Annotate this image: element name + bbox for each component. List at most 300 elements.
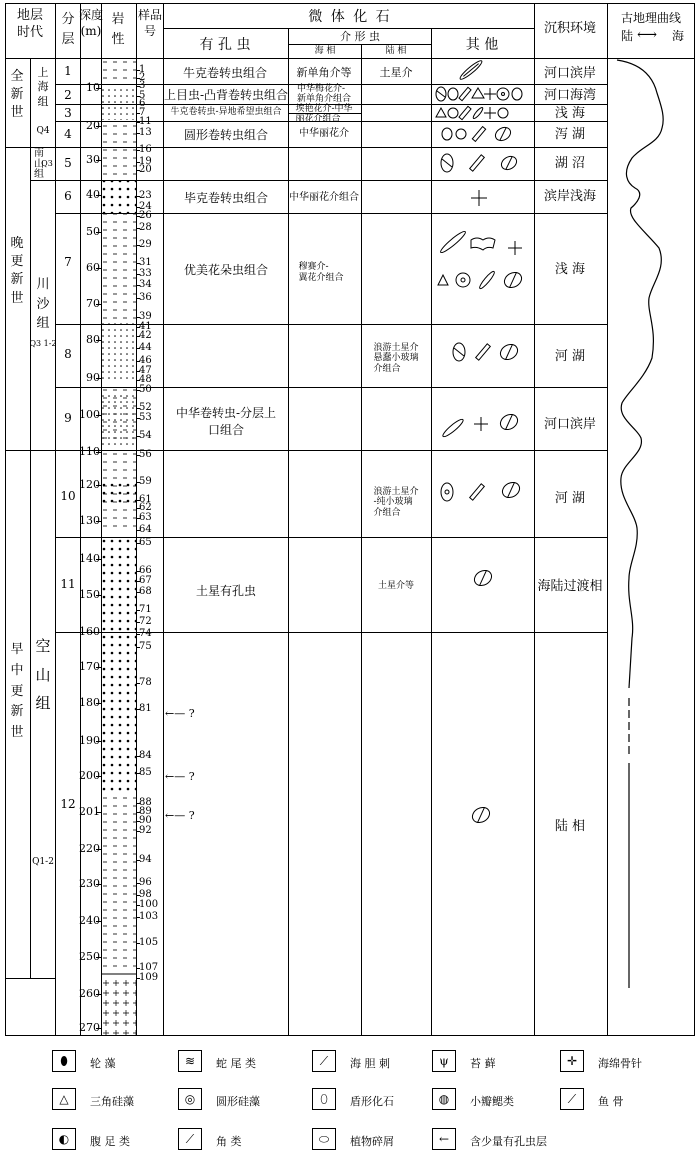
sample-label: 3	[139, 80, 146, 91]
foram-assemblage: 优美花朵虫组合	[183, 263, 269, 277]
ostracod-land: 土星介	[379, 66, 413, 79]
sample-label: 26	[139, 210, 152, 221]
environment: 浅 海	[554, 106, 586, 121]
stratum-header: 地层 时代	[16, 8, 44, 40]
layer-number: 10	[60, 489, 76, 503]
sample-tick	[136, 773, 140, 774]
sample-tick	[136, 207, 140, 208]
algae-icon	[441, 154, 453, 172]
foram-assemblage: 圆形卷转虫组合	[183, 128, 269, 142]
sample-label: 98	[139, 889, 152, 900]
plant-debris-icon: ⬭	[312, 1128, 336, 1150]
round-diatom-icon	[456, 273, 470, 287]
depth-header: 深度 (m)	[78, 8, 104, 38]
plant-debris-icon	[493, 125, 513, 143]
sample-tick	[136, 298, 140, 299]
algae-icon	[453, 343, 465, 361]
sample-label: 67	[139, 575, 152, 586]
sample-label: 13	[139, 127, 152, 138]
sample-tick	[136, 530, 140, 531]
sample-tick	[136, 803, 140, 804]
sample-label: 62	[139, 502, 152, 513]
col-line-7	[361, 44, 362, 1036]
sample-tick	[136, 133, 140, 134]
sample-tick	[136, 371, 140, 372]
plant-debris-icon	[498, 411, 521, 432]
sample-label: 23	[139, 190, 152, 201]
depth-tick-label: 20	[86, 119, 100, 132]
col-line-1	[55, 3, 56, 1036]
ophiuroid-icon: ≋	[178, 1050, 202, 1072]
sample-label: 29	[139, 239, 152, 250]
fish-bone-icon	[472, 127, 485, 142]
sample-tick	[136, 592, 140, 593]
sponge-spicule-icon	[484, 107, 496, 119]
sample-label: 1	[139, 64, 146, 75]
sea-label: 海	[672, 29, 685, 43]
legend-label: 含少量有孔虫层	[470, 1135, 547, 1148]
formation-chuansha: 川 沙 组	[36, 277, 50, 331]
sample-label: 78	[139, 677, 152, 688]
sample-tick	[136, 895, 140, 896]
lithology-pattern	[101, 58, 136, 1036]
ostracod-land: 浪游土星介 悬蠢小玻璃 介组合	[373, 343, 419, 374]
sample-label: 41	[139, 321, 152, 332]
other-header: 其 他	[465, 37, 499, 53]
ostracod-land: 土星介等	[377, 581, 415, 591]
depth-tick-label: 230	[79, 877, 100, 890]
round-diatom-icon: ◎	[178, 1088, 202, 1110]
depth-tick-label: 50	[86, 225, 100, 238]
plant-debris-icon	[472, 567, 495, 588]
depth-tick-label: 240	[79, 914, 100, 927]
layer-header: 分 层	[61, 12, 75, 47]
sample-label: 11	[139, 116, 152, 127]
sea-urchin-spine-icon: ⟋	[312, 1050, 336, 1072]
sample-label: 6	[139, 98, 146, 109]
sample-label: 52	[139, 402, 152, 413]
algae-icon	[512, 88, 522, 100]
legend-label: 腹 足 类	[90, 1135, 130, 1148]
depth-tick-label: 100	[79, 408, 100, 421]
sample-tick	[136, 170, 140, 171]
layer-number: 3	[64, 106, 72, 120]
sample-tick	[136, 150, 140, 151]
sample-tick	[136, 812, 140, 813]
ostracod-header: 介 形 虫	[340, 30, 380, 43]
environment: 河口海湾	[543, 88, 597, 103]
layer-number: 9	[64, 411, 72, 425]
sample-tick	[136, 683, 140, 684]
sample-label: 24	[139, 201, 152, 212]
sample-tick	[136, 70, 140, 71]
sample-tick	[136, 943, 140, 944]
sample-tick	[136, 860, 140, 861]
triangle-diatom-icon	[436, 108, 446, 117]
col-line-9	[534, 3, 535, 1036]
sample-label: 44	[139, 342, 152, 353]
sample-label: 34	[139, 279, 152, 290]
depth-tick-label: 201	[79, 805, 100, 818]
fish-bone-icon	[459, 87, 471, 100]
depth-tick-label: 250	[79, 950, 100, 963]
depth-tick-label: 260	[79, 987, 100, 1000]
sample-label: 28	[139, 222, 152, 233]
sample-label: 63	[139, 512, 152, 523]
legend-label: 圆形硅藻	[216, 1095, 260, 1108]
environment: 河 湖	[554, 349, 586, 364]
sea-urchin-spine-icon	[439, 229, 467, 254]
sample-tick	[136, 543, 140, 544]
layer-number: 4	[64, 127, 72, 141]
epoch-early-mid-pleistocene: 早 中 更 新 世	[10, 642, 24, 741]
depth-tick-label: 190	[79, 734, 100, 747]
sample-label: 100	[139, 899, 159, 910]
sample-tick	[136, 263, 140, 264]
legend-label: 植物碎屑	[350, 1135, 394, 1148]
depth-tick-label: 60	[86, 261, 100, 274]
row-line	[5, 978, 55, 979]
sample-tick	[136, 216, 140, 217]
layer-number: 1	[64, 64, 72, 78]
sample-tick	[136, 821, 140, 822]
sample-label: 59	[139, 476, 152, 487]
gastropod-icon	[441, 483, 453, 501]
sample-tick	[136, 500, 140, 501]
sample-label: 16	[139, 144, 152, 155]
sample-tick	[136, 380, 140, 381]
depth-tick-label: 110	[79, 445, 100, 458]
sample-label: 36	[139, 292, 152, 303]
sea-urchin-spine-icon	[441, 417, 465, 438]
layer-number: 7	[64, 255, 72, 269]
plant-debris-icon	[502, 269, 525, 290]
ostracod-marine: 埃艳花介-中华 丽花介组合	[295, 104, 353, 124]
environment: 陆 相	[554, 819, 586, 834]
sample-label: 92	[139, 825, 152, 836]
sample-tick	[136, 482, 140, 483]
plant-debris-icon	[499, 154, 519, 172]
legend-label: 蛇 尾 类	[216, 1057, 256, 1070]
depth-tick-label: 70	[86, 297, 100, 310]
fish-bone-icon	[476, 344, 491, 360]
sample-label: 66	[139, 565, 152, 576]
sample-label: 109	[139, 972, 159, 983]
sample-tick	[136, 245, 140, 246]
sample-label: 72	[139, 616, 152, 627]
sample-label: 47	[139, 365, 152, 376]
ostracod-marine: 中华丽花介组合	[289, 192, 359, 203]
layer-number: 6	[64, 189, 72, 203]
legend	[0, 1040, 700, 1165]
sample-label: 89	[139, 806, 152, 817]
sample-arrow-89: ←— ?	[165, 809, 195, 822]
sample-tick	[136, 113, 140, 114]
depth-tick-label: 180	[79, 696, 100, 709]
sponge-spicule-icon	[508, 241, 522, 255]
lithology-column	[101, 58, 136, 1036]
plant-debris-icon	[500, 479, 523, 500]
col-line-formation	[30, 58, 31, 978]
environment: 河 湖	[554, 491, 586, 506]
depth-tick-label: 140	[79, 552, 100, 565]
plant-debris-icon	[472, 88, 484, 98]
epoch-late-pleistocene: 晚 更 新 世	[10, 236, 24, 306]
fish-bone-icon	[470, 484, 485, 500]
sample-tick	[136, 978, 140, 979]
depth-tick-label: 90	[86, 371, 100, 384]
sample-tick	[136, 756, 140, 757]
legend-label: 轮 藻	[90, 1057, 116, 1070]
sample-tick	[136, 905, 140, 906]
sample-tick	[136, 634, 140, 635]
terrestrial-header: 陆 相	[385, 46, 407, 56]
sample-label: 5	[139, 90, 146, 101]
sample-label: 84	[139, 750, 152, 761]
environment: 河口滨岸	[543, 417, 597, 432]
depth-tick-label: 40	[86, 188, 100, 201]
lithology-header: 岩 性	[111, 12, 125, 47]
sample-label: 96	[139, 877, 152, 888]
environment: 海陆过渡相	[537, 579, 603, 594]
depth-tick-label: 80	[86, 333, 100, 346]
round-diatom-icon	[456, 129, 466, 139]
algae-icon	[436, 87, 446, 101]
depth-tick-label: 150	[79, 588, 100, 601]
sponge-spicule-icon: ✛	[560, 1050, 584, 1072]
sample-label: 81	[139, 703, 152, 714]
sample-tick	[136, 196, 140, 197]
sample-tick	[136, 390, 140, 391]
sample-label: 46	[139, 355, 152, 366]
plant-debris-icon	[498, 341, 521, 362]
layer-number: 5	[64, 156, 72, 170]
sample-label: 54	[139, 430, 152, 441]
fish-bone-icon: ⟋	[560, 1088, 584, 1110]
sample-tick	[136, 581, 140, 582]
sponge-spicule-icon	[474, 417, 488, 431]
sample-tick	[136, 336, 140, 337]
layer-number: 12	[60, 797, 76, 811]
depth-tick-label: 160	[79, 625, 100, 638]
sample-label: 7	[139, 107, 146, 118]
lamellibranch-icon	[442, 128, 452, 140]
gastropod-icon: ◐	[52, 1128, 76, 1150]
foram-assemblage: 毕克卷转虫组合	[183, 191, 269, 205]
sample-tick	[136, 709, 140, 710]
sample-tick	[136, 418, 140, 419]
moss-icon: ψ	[432, 1050, 456, 1072]
sample-tick	[136, 518, 140, 519]
sample-arrow-85: ←— ?	[165, 770, 195, 783]
depth-tick-label: 170	[79, 660, 100, 673]
arrow-icon: ⟷	[637, 27, 658, 43]
sample-label: 39	[139, 311, 152, 322]
formation-nanshan: 南 山 组	[34, 148, 44, 180]
sample-tick	[136, 508, 140, 509]
sample-tick	[136, 317, 140, 318]
depth-tick-label: 130	[79, 514, 100, 527]
marine-header: 海 相	[314, 46, 336, 56]
sample-tick	[136, 122, 140, 123]
sample-tick	[136, 78, 140, 79]
sample-label: 75	[139, 641, 152, 652]
epoch-holocene: 全 新 世	[10, 69, 24, 121]
ostracod-marine: 中华丽花介	[299, 128, 349, 139]
depth-tick-label: 10	[86, 81, 100, 94]
sample-tick	[136, 647, 140, 648]
sample-label: 56	[139, 449, 152, 460]
layer-number: 8	[64, 347, 72, 361]
sample-label: 19	[139, 156, 152, 167]
legend-label: 盾形化石	[350, 1095, 394, 1108]
sea-urchin-spine-icon	[458, 59, 483, 82]
legend-label: 海绵骨针	[598, 1057, 642, 1070]
sample-label: 33	[139, 268, 152, 279]
depth-tick-label: 30	[86, 153, 100, 166]
lamellibranch-icon	[448, 88, 458, 100]
legend-label: 海 胆 刺	[350, 1057, 390, 1070]
sample-label: 53	[139, 412, 152, 423]
foram-arrow-icon: ←	[432, 1128, 456, 1150]
depth-tick-label: 220	[79, 842, 100, 855]
sample-tick	[136, 348, 140, 349]
formation-shanghai: 上 海 组	[37, 66, 49, 108]
triangle-diatom-icon	[438, 275, 448, 285]
sample-tick	[136, 610, 140, 611]
sample-label: 103	[139, 911, 159, 922]
ostracod-marine: 中华梅花介- 新单角介组合	[296, 84, 352, 104]
col-line-4	[136, 3, 137, 1036]
sample-label: 71	[139, 604, 152, 615]
environment: 泻 湖	[554, 127, 586, 142]
sample-label: 42	[139, 330, 152, 341]
ostracod-marine: 新单角介等	[296, 66, 352, 79]
horn-icon: ⟋	[178, 1128, 202, 1150]
sample-tick	[136, 436, 140, 437]
lamellibranch-icon: ◍	[432, 1088, 456, 1110]
ostracod-land: 浪游土星介 -纯小玻璃 介组合	[373, 487, 419, 518]
sample-label: 64	[139, 524, 152, 535]
sample-label: 107	[139, 962, 159, 973]
sample-tick	[136, 455, 140, 456]
sample-label: 65	[139, 537, 152, 548]
foram-assemblage: 上目虫-凸背卷转虫组合	[163, 88, 289, 102]
formation-code: Q3 1-2	[29, 339, 57, 348]
row-line	[5, 147, 55, 148]
sample-arrow-81: ←— ?	[165, 707, 195, 720]
depth-tick-label: 270	[79, 1021, 100, 1034]
sample-label: 31	[139, 257, 152, 268]
sample-tick	[136, 917, 140, 918]
fish-bone-icon	[470, 155, 485, 171]
layer-number: 11	[60, 577, 76, 591]
round-diatom-icon	[448, 108, 458, 118]
sample-tick	[136, 883, 140, 884]
sponge-spicule-icon	[471, 190, 487, 206]
microfossil-header: 微 体 化 石	[308, 9, 392, 25]
foram-assemblage: 中华卷转虫-分层上 口组合	[175, 406, 277, 437]
ophiuroid-icon	[471, 238, 495, 250]
sample-tick	[136, 571, 140, 572]
sample-tick	[136, 162, 140, 163]
sample-label: 85	[139, 767, 152, 778]
sample-tick	[136, 96, 140, 97]
environment: 湖 沼	[554, 156, 586, 171]
sample-tick	[136, 86, 140, 87]
sample-label: 88	[139, 797, 152, 808]
horn-icon	[472, 106, 484, 119]
formation-code: Q3	[41, 159, 53, 168]
sample-label: 90	[139, 815, 152, 826]
sample-tick	[136, 228, 140, 229]
legend-label: 小瓣鳃类	[470, 1095, 514, 1108]
sample-label: 74	[139, 628, 152, 639]
environment: 滨岸浅海	[543, 189, 597, 204]
shield-fossil-icon: ⬯	[312, 1088, 336, 1110]
horn-icon	[478, 270, 496, 290]
sample-tick	[136, 968, 140, 969]
algae-icon: ⬮	[52, 1050, 76, 1072]
formation-code: Q1-2	[32, 857, 54, 867]
sample-tick	[136, 274, 140, 275]
sample-tick	[136, 622, 140, 623]
depth-tick-label: 120	[79, 478, 100, 491]
round-diatom-icon	[497, 88, 509, 100]
sample-tick	[136, 361, 140, 362]
round-diatom-icon	[498, 108, 508, 118]
environment-header: 沉积环境	[543, 21, 597, 36]
formation-code: Q4	[36, 126, 50, 136]
paleogeography-curve	[607, 58, 695, 1036]
formation-kongshan: 空 山 组	[35, 637, 51, 712]
legend-label: 角 类	[216, 1135, 242, 1148]
sample-label: 20	[139, 164, 152, 175]
fish-bone-icon	[459, 106, 471, 119]
hdr-line-1	[163, 28, 534, 29]
sample-label: 68	[139, 586, 152, 597]
triangle-diatom-icon: △	[52, 1088, 76, 1110]
sample-tick	[136, 104, 140, 105]
sample-label: 94	[139, 854, 152, 865]
legend-label: 三角硅藻	[90, 1095, 134, 1108]
foram-assemblage: 牛克卷转虫组合	[182, 66, 268, 80]
ostracod-marine: 穆赛介- 翼花介组合	[298, 262, 344, 283]
land-label: 陆	[621, 29, 634, 43]
sample-tick	[136, 408, 140, 409]
sample-tick	[136, 831, 140, 832]
foram-header: 有 孔 虫	[199, 37, 251, 53]
depth-tick-label: 200	[79, 769, 100, 782]
plant-debris-icon	[470, 804, 493, 825]
col-line-5	[163, 3, 164, 1036]
paleo-curve-header: 古地理曲线	[620, 11, 682, 25]
layer-number: 2	[64, 88, 72, 102]
sample-label: 2	[139, 72, 146, 83]
environment: 浅 海	[554, 262, 586, 277]
sponge-spicule-icon	[484, 88, 496, 100]
foram-assemblage: 牛克卷转虫-异地希望虫组合	[170, 107, 282, 117]
sample-tick	[136, 285, 140, 286]
sample-label: 48	[139, 374, 152, 385]
sample-label: 50	[139, 384, 152, 395]
sample-label: 105	[139, 937, 159, 948]
legend-label: 苔 藓	[470, 1057, 496, 1070]
foram-assemblage: 土星有孔虫	[195, 584, 257, 598]
sample-header: 样品 号	[137, 8, 163, 38]
hdr-line-2	[288, 44, 431, 45]
legend-label: 鱼 骨	[598, 1095, 624, 1108]
